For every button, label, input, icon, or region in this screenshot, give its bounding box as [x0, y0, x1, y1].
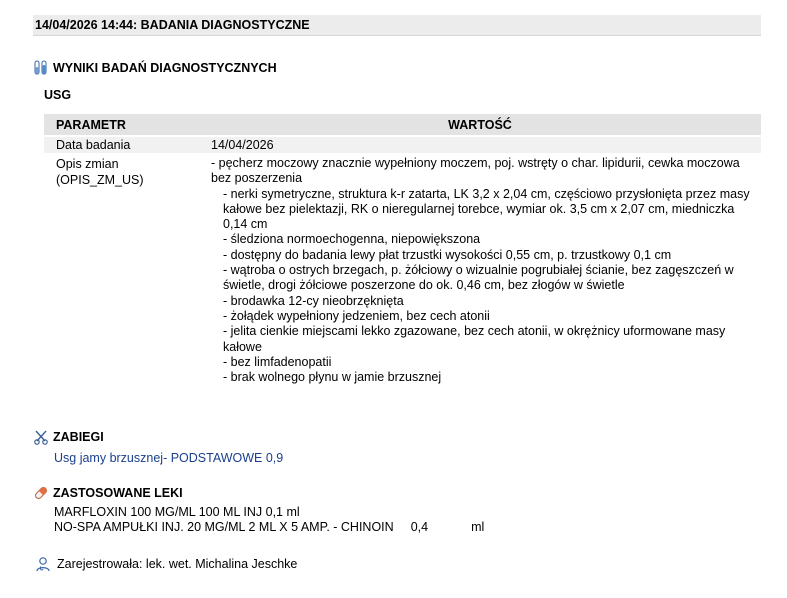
finding-item: - nerki symetryczne, struktura k-r zatarta, LK 3,2 x 2,04 cm, częściowo przysłonięta przez masy kałowe bez pielektazji, RK o nieregularnej torebce, wymiar ok. 3,5 cm x 2,07 cm, miedniczka 0,14 cm [223, 186, 750, 232]
drug-row [54, 520, 484, 535]
header-bar [33, 15, 761, 36]
table-row-date [44, 137, 761, 153]
findings-param-line2: (OPIS_ZM_US) [56, 173, 144, 187]
drug-unit: ml [471, 520, 485, 534]
finding-item: - jelita cienkie miejscami lekko zgazowane, bez cech atonii, w okrężnicy uformowane masy kałowe [223, 324, 726, 354]
drugs-list [54, 505, 484, 535]
results-title: WYNIKI BADAŃ DIAGNOSTYCZNYCH [53, 61, 277, 75]
results-section-title [33, 60, 277, 76]
test-tubes-icon [33, 60, 49, 76]
results-table [44, 114, 761, 385]
finding-item: - żołądek wypełniony jedzeniem, bez cech atonii [223, 308, 490, 323]
drug-quantity: 0,4 [410, 520, 429, 534]
procedures-section-title [33, 429, 104, 445]
column-header-param: PARAMETR [56, 117, 126, 132]
page-title: 14/04/2026 14:44: BADANIA DIAGNOSTYCZNE [35, 18, 310, 32]
drug-row [54, 505, 484, 520]
drug-name: NO-SPA AMPUŁKI INJ. 20 MG/ML 2 ML X 5 AMP. - CHINOIN [54, 520, 394, 534]
finding-item: - pęcherz moczowy znacznie wypełniony moczem, poj. wstręty o char. lipidurii, cewka moczowa bez poszerzenia [211, 156, 740, 186]
drug-name: MARFLOXIN 100 MG/ML 100 ML INJ 0,1 ml [54, 505, 300, 519]
registered-by-text: Zarejestrowała: lek. wet. Michalina Jeschke [57, 557, 298, 571]
findings-param-line1: Opis zmian [56, 157, 119, 171]
finding-item: - brodawka 12-cy nieobrzęknięta [223, 293, 404, 308]
finding-item: - dostępny do badania lewy płat trzustki wysokości 0,55 cm, p. trzustkowy 0,1 cm [223, 247, 672, 262]
finding-item: - bez limfadenopatii [223, 354, 332, 369]
procedures-title: ZABIEGI [53, 430, 104, 444]
finding-item: - brak wolnego płynu w jamie brzusznej [223, 370, 442, 385]
drugs-title: ZASTOSOWANE LEKI [53, 486, 183, 500]
exam-type: USG [44, 88, 72, 102]
registered-by [35, 556, 297, 572]
table-row-findings [44, 155, 761, 385]
procedure-item: Usg jamy brzusznej- PODSTAWOWE 0,9 [54, 451, 284, 465]
date-param-label: Data badania [56, 138, 131, 152]
findings-param-label [44, 155, 211, 385]
table-header [44, 114, 761, 135]
drugs-section-title [33, 485, 183, 501]
findings-list [211, 155, 761, 385]
finding-item: - wątroba o ostrych brzegach, p. żółciowy o wizualnie pogrubiałej ścianie, bez zagęszczeń w świetle, drogi żółciowe poszerzone do ok. 0,46 cm, bez złogów w świetle [223, 263, 734, 293]
finding-item: - śledziona normoechogenna, niepowiększona [223, 232, 481, 247]
date-value: 14/04/2026 [211, 138, 274, 152]
pill-icon [33, 485, 49, 501]
scissors-icon [33, 429, 49, 445]
column-header-value: WARTOŚĆ [448, 117, 512, 132]
doctor-icon [35, 556, 51, 572]
